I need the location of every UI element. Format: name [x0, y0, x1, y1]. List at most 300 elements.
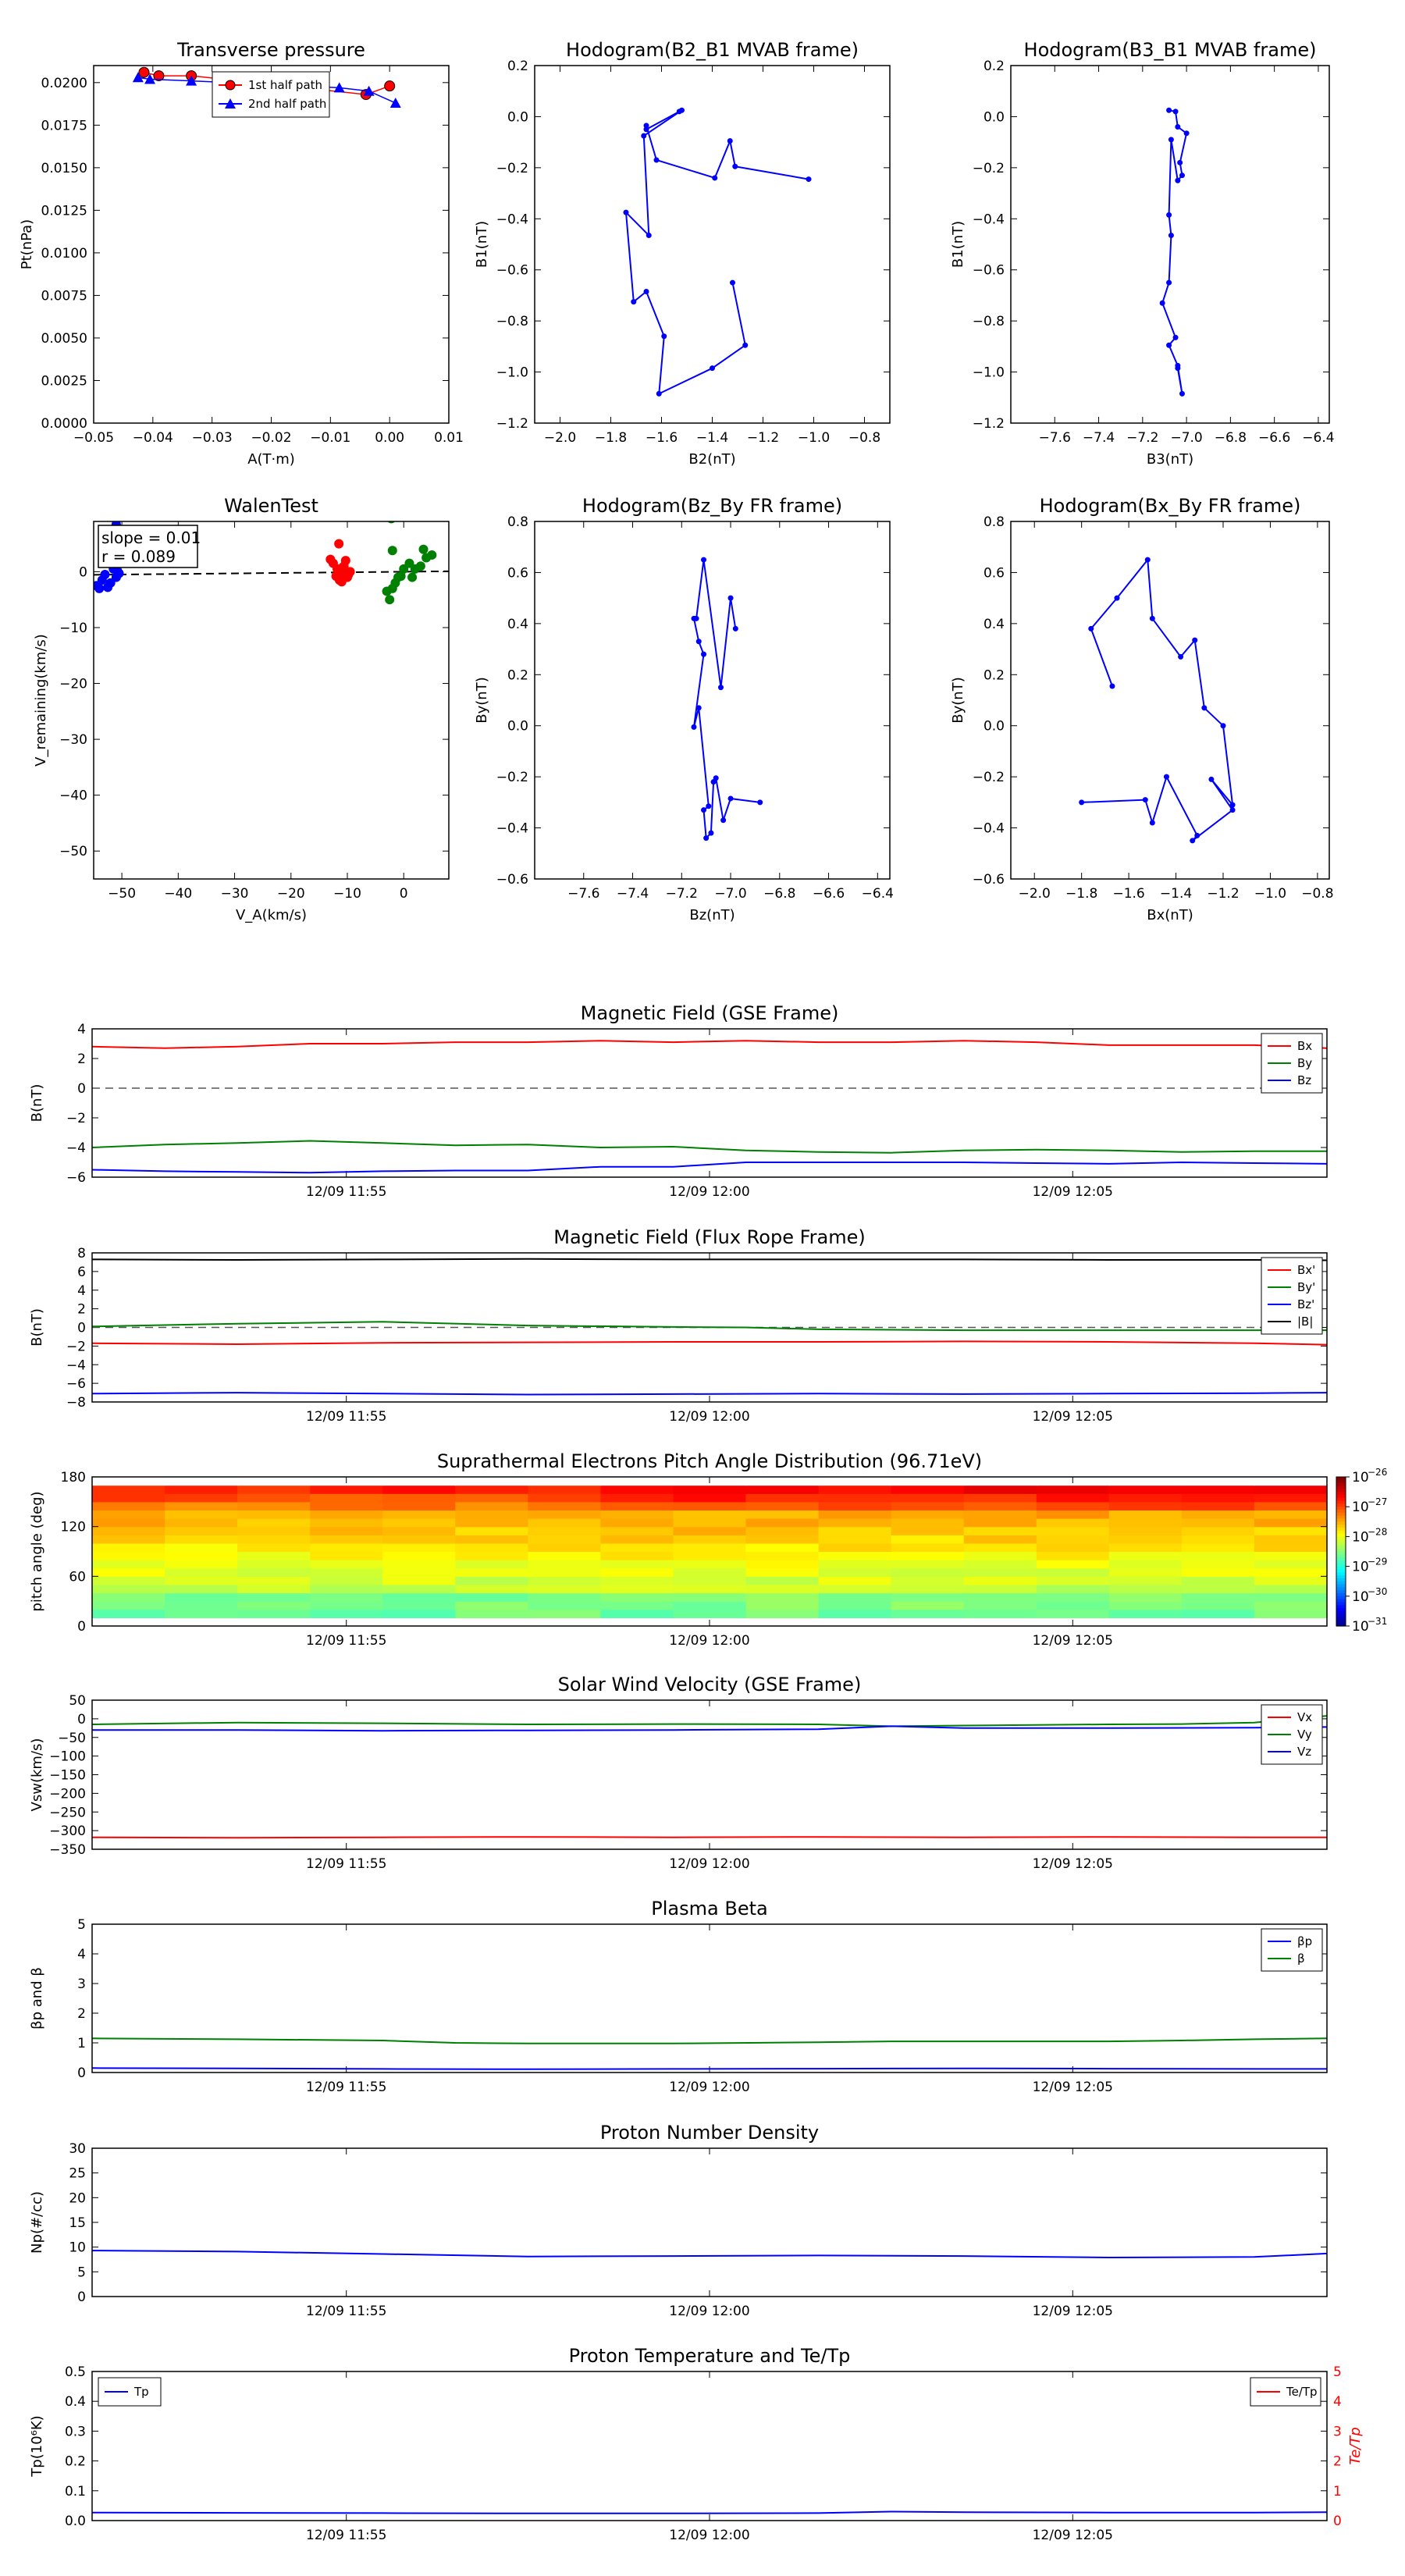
heatmap-cell [528, 1585, 601, 1593]
legend-label: Bx [1297, 1039, 1313, 1053]
heatmap-cell [600, 1485, 674, 1494]
x-tick-label: −1.2 [746, 430, 780, 446]
data-point [712, 175, 717, 180]
data-point [679, 108, 685, 113]
chart-proton-temperature [29, 2345, 1364, 2543]
data-point [103, 582, 112, 592]
chart-title: Proton Number Density [599, 2122, 820, 2144]
x-axis-label: Bz(nT) [689, 907, 735, 923]
data-point [728, 596, 734, 601]
heatmap-cell [600, 1518, 674, 1527]
heatmap-cell [600, 1502, 674, 1510]
y-tick-label: 0.0075 [41, 288, 87, 304]
plot-frame [94, 66, 449, 423]
heatmap-cell [819, 1593, 892, 1602]
data-point [1173, 109, 1179, 114]
colorbar-tick-base: 10 [1352, 1529, 1369, 1546]
y-tick-label: 2 [77, 2006, 86, 2022]
colorbar-tick-base: 10 [1352, 1589, 1369, 1605]
data-point [1079, 799, 1084, 805]
data-point [334, 539, 343, 549]
heatmap-cell [891, 1585, 965, 1593]
data-point [733, 626, 738, 632]
heatmap-cell [674, 1552, 747, 1560]
heatmap-cell [237, 1527, 311, 1535]
y-tick-label: 0.4 [507, 616, 528, 632]
series-group [92, 1041, 1327, 1172]
data-point [1168, 137, 1174, 142]
series-line [92, 1393, 1327, 1394]
data-point [631, 299, 636, 304]
y-tick-label: 20 [69, 2190, 86, 2207]
data-point [419, 545, 429, 554]
colorbar-segment [1336, 1510, 1346, 1513]
heatmap-cell [964, 1610, 1037, 1618]
y-tick-label: 0.8 [983, 514, 1005, 530]
data-point [1088, 626, 1094, 632]
heatmap-cell [1182, 1601, 1255, 1610]
heatmap-cell [746, 1518, 820, 1527]
x-tick-label: −0.05 [73, 430, 115, 446]
heatmap-cell [746, 1502, 820, 1510]
data-point [1145, 557, 1151, 563]
heatmap-cell [528, 1593, 601, 1602]
data-point [654, 158, 660, 163]
colorbar-segment [1336, 1590, 1346, 1593]
chart-title: Hodogram(B2_B1 MVAB frame) [566, 39, 859, 61]
y-tick-label: 10 [69, 2240, 86, 2256]
series-line [92, 2038, 1327, 2044]
heatmap-cell [674, 1601, 747, 1610]
heatmap-cell [600, 1601, 674, 1610]
heatmap-cell [382, 1617, 456, 1626]
y-tick-label: −4 [66, 1357, 86, 1374]
data-point [94, 584, 104, 593]
heatmap-cell [819, 1610, 892, 1618]
data-point [701, 807, 706, 813]
heatmap-cell [746, 1601, 820, 1610]
y-tick-label: 0.0175 [41, 118, 87, 134]
heatmap-cell [891, 1552, 965, 1560]
heatmap-cell [165, 1477, 238, 1485]
data-point [385, 81, 395, 91]
heatmap-cell [891, 1527, 965, 1535]
data-point [1175, 365, 1180, 371]
heatmap-cell [455, 1576, 528, 1585]
chart-title: Magnetic Field (GSE Frame) [580, 1002, 839, 1024]
heatmap-cell [891, 1543, 965, 1552]
heatmap-cell [92, 1593, 165, 1602]
legend-label: Bx' [1297, 1263, 1316, 1277]
chart-title: Solar Wind Velocity (GSE Frame) [557, 1674, 862, 1695]
colorbar-segment [1336, 1485, 1346, 1489]
x-tick-label: −6.8 [1214, 430, 1247, 446]
heatmap-cell [674, 1518, 747, 1527]
heatmap-cell [237, 1576, 311, 1585]
data-point [644, 126, 649, 132]
colorbar-segment [1336, 1513, 1346, 1516]
heatmap-cell [964, 1576, 1037, 1585]
heatmap-cell [92, 1510, 165, 1518]
y-tick-label: 1 [77, 2036, 86, 2051]
y-tick-label: 0.0200 [41, 75, 87, 91]
heatmap-cell [819, 1601, 892, 1610]
y-right-tick-label: 5 [1333, 2364, 1342, 2380]
heatmap-cell [165, 1560, 238, 1568]
heatmap-cell [891, 1617, 965, 1626]
heatmap-cell [455, 1518, 528, 1527]
y-right-tick-label: 2 [1333, 2453, 1342, 2470]
heatmap-cell [1037, 1560, 1110, 1568]
x-tick-label: −6.4 [1302, 430, 1335, 446]
data-point [1175, 124, 1180, 130]
heatmap-cell [746, 1593, 820, 1602]
y-tick-label: 25 [69, 2165, 86, 2182]
heatmap-cell [528, 1477, 601, 1485]
heatmap-cell [382, 1510, 456, 1518]
x-tick-label: −1.8 [1065, 886, 1098, 902]
heatmap-cell [674, 1493, 747, 1502]
colorbar-segment [1336, 1599, 1346, 1603]
data-point [696, 705, 702, 710]
heatmap-cell [819, 1493, 892, 1502]
heatmap-cell [1182, 1585, 1255, 1593]
heatmap-cell [528, 1527, 601, 1535]
slope-annotation: slope = 0.01 [101, 528, 201, 547]
heatmap-cell [237, 1485, 311, 1494]
y-axis-label: βp and β [29, 1967, 45, 2030]
heatmap-cell [674, 1568, 747, 1577]
colorbar-tick-exponent: −26 [1368, 1467, 1388, 1478]
heatmap-cell [600, 1593, 674, 1602]
chart-mag_fr [29, 1226, 1327, 1425]
heatmap-cell [528, 1493, 601, 1502]
heatmap-cells [92, 1477, 1328, 1627]
heatmap-cell [165, 1576, 238, 1585]
heatmap-cell [528, 1543, 601, 1552]
heatmap-cell [746, 1576, 820, 1585]
y-tick-label: 0.2 [983, 59, 1005, 74]
heatmap-cell [382, 1610, 456, 1618]
data-point [720, 817, 726, 823]
y-tick-label: 0 [77, 2290, 86, 2305]
data-point [727, 138, 733, 144]
x-tick-label: 12/09 11:55 [306, 2304, 387, 2319]
y-tick-label: −0.6 [972, 872, 1005, 888]
colorbar-segment [1336, 1582, 1346, 1585]
data-point [100, 570, 109, 579]
heatmap-cell [382, 1535, 456, 1543]
x-tick-label: −40 [164, 886, 193, 902]
heatmap-cell [891, 1493, 965, 1502]
heatmap-cell [310, 1601, 383, 1610]
data-point [730, 280, 735, 286]
colorbar-tick-base: 10 [1352, 1619, 1369, 1635]
heatmap-cell [1254, 1617, 1328, 1626]
colorbar-segment [1336, 1503, 1346, 1507]
colorbar-segment [1336, 1593, 1346, 1596]
heatmap-cell [382, 1576, 456, 1585]
data-point [1160, 301, 1165, 306]
y-axis-label: B1(nT) [950, 220, 966, 269]
heatmap-cell [1109, 1510, 1183, 1518]
data-point [1190, 838, 1195, 843]
colorbar-segment [1336, 1605, 1346, 1608]
colorbar-tick-exponent: −29 [1368, 1556, 1388, 1567]
x-tick-label: 12/09 11:55 [306, 1409, 387, 1425]
series-group [92, 2250, 1327, 2258]
heatmap-cell [310, 1518, 383, 1527]
colorbar-segment [1336, 1483, 1346, 1486]
heatmap-cell [310, 1568, 383, 1577]
heatmap-cell [310, 1585, 383, 1593]
heatmap-cell [165, 1527, 238, 1535]
data-point [382, 586, 392, 596]
data-point [728, 795, 734, 801]
heatmap-cell [746, 1610, 820, 1618]
series-group [92, 1259, 1327, 1395]
x-tick-label: −1.4 [695, 430, 729, 446]
heatmap-cell [1109, 1610, 1183, 1618]
y-tick-label: 4 [77, 1283, 86, 1299]
heatmap-cell [1254, 1610, 1328, 1618]
plot-frame [535, 521, 890, 879]
heatmap-cell [92, 1527, 165, 1535]
series-line [92, 2512, 1327, 2514]
series-line [92, 1259, 1327, 1261]
heatmap-cell [964, 1493, 1037, 1502]
legend-label: Bz [1297, 1073, 1312, 1087]
x-tick-label: −10 [333, 886, 361, 902]
heatmap-cell [1037, 1535, 1110, 1543]
x-tick-label: −2.0 [1018, 886, 1051, 902]
series-line [92, 2250, 1327, 2258]
x-tick-label: 12/09 12:05 [1032, 2304, 1113, 2319]
heatmap-cell [237, 1510, 311, 1518]
heatmap-cell [310, 1502, 383, 1510]
y-tick-label: 0.3 [64, 2424, 86, 2440]
heatmap-cell [1037, 1576, 1110, 1585]
series-line [694, 560, 760, 838]
heatmap-cell [455, 1585, 528, 1593]
heatmap-cell [964, 1617, 1037, 1626]
colorbar-segment [1336, 1585, 1346, 1588]
heatmap-cell [1254, 1568, 1328, 1577]
x-tick-label: −30 [220, 886, 249, 902]
heatmap-cell [1182, 1502, 1255, 1510]
legend-label: Vy [1297, 1727, 1312, 1742]
heatmap-cell [600, 1477, 674, 1485]
data-point [691, 724, 696, 730]
y-tick-label: 0.0 [507, 109, 528, 126]
y-tick-label: −1.2 [496, 416, 528, 432]
y-axis-label: By(nT) [474, 677, 490, 724]
x-tick-label: −7.2 [1126, 430, 1159, 446]
x-tick-label: 12/09 11:55 [306, 1184, 387, 1200]
series-group [92, 2512, 1327, 2514]
heatmap-cell [964, 1518, 1037, 1527]
heatmap-cell [1109, 1576, 1183, 1585]
colorbar-segment [1336, 1596, 1346, 1599]
series-line [92, 1837, 1327, 1838]
heatmap-cell [310, 1543, 383, 1552]
y-tick-label: −2 [66, 1339, 86, 1355]
heatmap-cell [819, 1510, 892, 1518]
heatmap-cell [92, 1535, 165, 1543]
heatmap-cell [819, 1576, 892, 1585]
heatmap-cell [1182, 1485, 1255, 1494]
heatmap-cell [382, 1485, 456, 1494]
colorbar-segment [1336, 1518, 1346, 1521]
y-tick-label: −10 [59, 620, 87, 636]
heatmap-cell [674, 1560, 747, 1568]
x-tick-label: −7.6 [1038, 430, 1071, 446]
colorbar-segment [1336, 1608, 1346, 1611]
x-tick-label: 0 [399, 886, 408, 902]
y-tick-label: −200 [49, 1786, 86, 1802]
heatmap-cell [1037, 1527, 1110, 1535]
y-tick-label: 3 [77, 1976, 86, 1992]
heatmap-cell [1254, 1535, 1328, 1543]
legend-label: Bz' [1297, 1297, 1315, 1311]
heatmap-cell [746, 1477, 820, 1485]
data-point [1166, 212, 1172, 218]
x-tick-label: −1.8 [594, 430, 628, 446]
heatmap-cell [237, 1617, 311, 1626]
heatmap-cell [1037, 1568, 1110, 1577]
data-point [706, 803, 711, 809]
colorbar-segment [1336, 1567, 1346, 1570]
legend-label: 2nd half path [248, 97, 327, 111]
legend-label: Te/Tp [1286, 2385, 1318, 2399]
y-tick-label: 0.0025 [41, 373, 87, 390]
heatmap-cell [1182, 1477, 1255, 1485]
y-tick-label: 0.6 [983, 565, 1005, 582]
heatmap-cell [237, 1518, 311, 1527]
y-tick-label: 50 [69, 1693, 86, 1709]
heatmap-cell [746, 1493, 820, 1502]
colorbar-segment [1336, 1501, 1346, 1504]
colorbar-segment [1336, 1602, 1346, 1605]
y-right-tick-label: 3 [1333, 2424, 1342, 2440]
heatmap-cell [165, 1552, 238, 1560]
y-tick-label: −50 [58, 1730, 86, 1746]
heatmap-cell [1109, 1518, 1183, 1527]
y-tick-label: 0.1 [64, 2483, 86, 2500]
x-tick-label: −0.8 [848, 430, 881, 446]
heatmap-cell [964, 1535, 1037, 1543]
heatmap-cell [746, 1510, 820, 1518]
heatmap-cell [92, 1518, 165, 1527]
heatmap-cell [964, 1585, 1037, 1593]
y-tick-label: 0 [77, 2065, 86, 2081]
x-tick-label: −0.04 [132, 430, 173, 446]
x-tick-label: 12/09 12:05 [1032, 1856, 1113, 1872]
heatmap-cell [165, 1510, 238, 1518]
heatmap-cell [1182, 1552, 1255, 1560]
x-tick-label: 12/09 11:55 [306, 2528, 387, 2543]
series-line [1162, 110, 1186, 393]
y-tick-label: 0.0 [507, 718, 528, 735]
heatmap-cell [891, 1535, 965, 1543]
x-axis-label: Bx(nT) [1147, 907, 1193, 923]
heatmap-cell [92, 1493, 165, 1502]
heatmap-cell [819, 1535, 892, 1543]
data-point [388, 546, 397, 555]
colorbar-segment [1336, 1489, 1346, 1492]
heatmap-cell [455, 1510, 528, 1518]
heatmap-cell [1037, 1510, 1110, 1518]
heatmap-cell [528, 1568, 601, 1577]
series-group [1079, 557, 1235, 844]
chart-transverse-pressure [19, 39, 464, 468]
y-tick-label: 0.2 [507, 59, 528, 74]
x-tick-label: −1.4 [1159, 886, 1193, 902]
y-tick-label: −300 [49, 1823, 86, 1840]
chart-title: Hodogram(Bz_By FR frame) [582, 495, 843, 517]
y-axis-label: V_remaining(km/s) [33, 634, 49, 767]
y-tick-label: −1.2 [972, 416, 1005, 432]
heatmap-cell [1109, 1601, 1183, 1610]
legend-marker [226, 80, 235, 90]
y-tick-label: −0.4 [972, 820, 1005, 837]
series-line [626, 110, 809, 393]
heatmap-cell [746, 1552, 820, 1560]
data-point [385, 595, 394, 604]
data-point [1164, 774, 1169, 780]
heatmap-cell [165, 1502, 238, 1510]
heatmap-cell [1182, 1543, 1255, 1552]
r-annotation: r = 0.089 [101, 547, 176, 566]
heatmap-cell [382, 1502, 456, 1510]
heatmap-cell [165, 1493, 238, 1502]
plot-frame [92, 1029, 1327, 1177]
heatmap-cell [819, 1477, 892, 1485]
data-point [701, 557, 706, 563]
colorbar-segment [1336, 1521, 1346, 1525]
heatmap-cell [1254, 1585, 1328, 1593]
x-axis-label: B3(nT) [1146, 451, 1194, 468]
heatmap-cell [1037, 1610, 1110, 1618]
chart-pitch-angle-distribution [29, 1450, 1387, 1649]
heatmap-cell [674, 1593, 747, 1602]
heatmap-cell [891, 1485, 965, 1494]
heatmap-cell [310, 1493, 383, 1502]
heatmap-cell [237, 1593, 311, 1602]
heatmap-cell [310, 1576, 383, 1585]
x-tick-label: 0.00 [375, 430, 405, 446]
data-point [1166, 343, 1172, 348]
x-tick-label: −1.6 [1112, 886, 1145, 902]
heatmap-cell [746, 1617, 820, 1626]
y-tick-label: 0.2 [507, 667, 528, 684]
data-point [656, 391, 662, 397]
heatmap-cell [600, 1610, 674, 1618]
heatmap-cell [165, 1568, 238, 1577]
heatmap-cell [528, 1610, 601, 1618]
heatmap-cell [310, 1552, 383, 1560]
x-tick-label: −6.4 [861, 886, 894, 902]
colorbar-segment [1336, 1516, 1346, 1519]
data-point [806, 176, 812, 182]
heatmap-cell [1182, 1617, 1255, 1626]
heatmap-cell [528, 1617, 601, 1626]
heatmap-cell [382, 1560, 456, 1568]
heatmap-cell [92, 1543, 165, 1552]
colorbar-segment [1336, 1536, 1346, 1539]
colorbar-segment [1336, 1534, 1346, 1537]
heatmap-cell [237, 1585, 311, 1593]
